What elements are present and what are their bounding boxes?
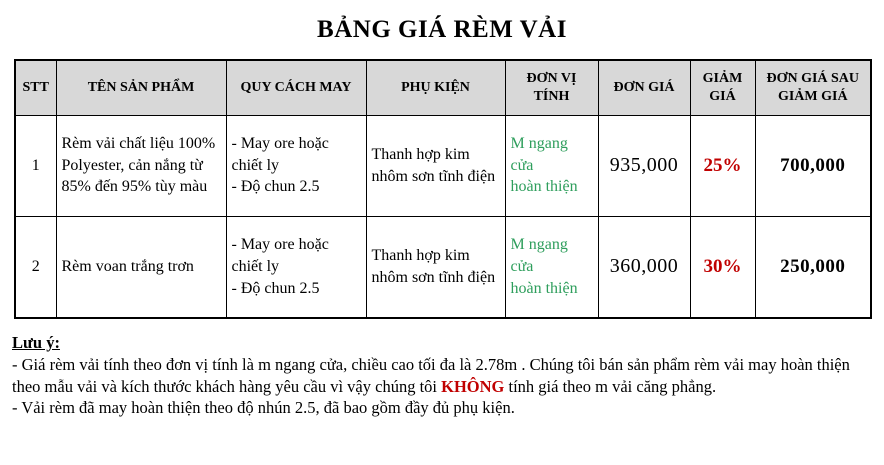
note-line-1: - Giá rèm vải tính theo đơn vị tính là m ngang cửa, chiều cao tối đa là 2.78m . Chúng tôi bán sản phẩm rèm vải may hoàn thiện <box>12 354 850 374</box>
note-line-2-tail: tính giá theo m vải căng phẳng. <box>504 376 717 396</box>
note-line-2-text: theo mẫu vải và kích thước khách hàng yêu cầu vì vậy chúng tôi <box>12 376 442 396</box>
cell-sewing-spec <box>226 115 366 216</box>
sewing-spec-line: - May ore hoặc <box>231 135 329 153</box>
accessories-line: Thanh hợp kim <box>371 145 470 163</box>
sewing-spec-line: chiết ly <box>231 156 280 174</box>
unit-line: hoàn thiện <box>510 279 578 297</box>
table-row <box>15 216 871 318</box>
sewing-spec-line: chiết ly <box>231 257 280 275</box>
header-price-after-discount: ĐƠN GIÁ SAU GIẢM GIÁ <box>755 60 871 115</box>
header-sewing-spec: QUY CÁCH MAY <box>226 60 366 115</box>
header-accessories: PHỤ KIỆN <box>366 60 505 115</box>
curtain-price-sheet <box>0 16 884 419</box>
notes-heading: Lưu ý: <box>12 333 60 352</box>
cell-stt: 1 <box>15 115 56 216</box>
header-unit-price: ĐƠN GIÁ <box>598 60 690 115</box>
accessories-line: nhôm sơn tĩnh điện <box>371 167 496 185</box>
product-name-line: Rèm vải chất liệu 100% <box>61 135 216 153</box>
sewing-spec-line: - Độ chun 2.5 <box>231 178 320 196</box>
cell-product-name <box>56 216 226 318</box>
accessories-line: nhôm sơn tĩnh điện <box>371 268 496 286</box>
sewing-spec-line: - Độ chun 2.5 <box>231 279 320 297</box>
header-discount: GIẢM GIÁ <box>690 60 755 115</box>
header-stt: STT <box>15 60 56 115</box>
header-row <box>15 60 871 115</box>
unit-line: M ngang cửa <box>510 236 568 275</box>
unit-line: M ngang cửa <box>510 135 568 174</box>
price-table <box>14 59 872 319</box>
note-line-2 <box>12 376 884 398</box>
cell-price-after-discount: 250,000 <box>755 216 871 318</box>
cell-discount: 30% <box>690 216 755 318</box>
product-name-line: Polyester, cản nắng từ <box>61 156 203 174</box>
cell-unit-price: 935,000 <box>598 115 690 216</box>
header-unit: ĐƠN VỊ TÍNH <box>505 60 598 115</box>
header-product-name: TÊN SẢN PHẨM <box>56 60 226 115</box>
cell-unit <box>505 216 598 318</box>
cell-unit-price: 360,000 <box>598 216 690 318</box>
page-title: BẢNG GIÁ RÈM VẢI <box>317 16 567 43</box>
khong-highlight: KHÔNG <box>441 376 505 396</box>
cell-product-name <box>56 115 226 216</box>
product-name-line: Rèm voan trắng trơn <box>61 257 194 275</box>
cell-unit <box>505 115 598 216</box>
cell-stt: 2 <box>15 216 56 318</box>
cell-sewing-spec <box>226 216 366 318</box>
notes-section <box>12 332 884 419</box>
note-line-3: - Vải rèm đã may hoàn thiện theo độ nhún 2.5, đã bao gồm đầy đủ phụ kiện. <box>12 398 515 418</box>
accessories-line: Thanh hợp kim <box>371 247 470 265</box>
sewing-spec-line: - May ore hoặc <box>231 236 329 254</box>
cell-accessories <box>366 216 505 318</box>
cell-discount: 25% <box>690 115 755 216</box>
cell-price-after-discount: 700,000 <box>755 115 871 216</box>
unit-line: hoàn thiện <box>510 178 578 196</box>
cell-accessories <box>366 115 505 216</box>
table-row <box>15 115 871 216</box>
product-name-line: 85% đến 95% tùy màu <box>61 178 208 196</box>
